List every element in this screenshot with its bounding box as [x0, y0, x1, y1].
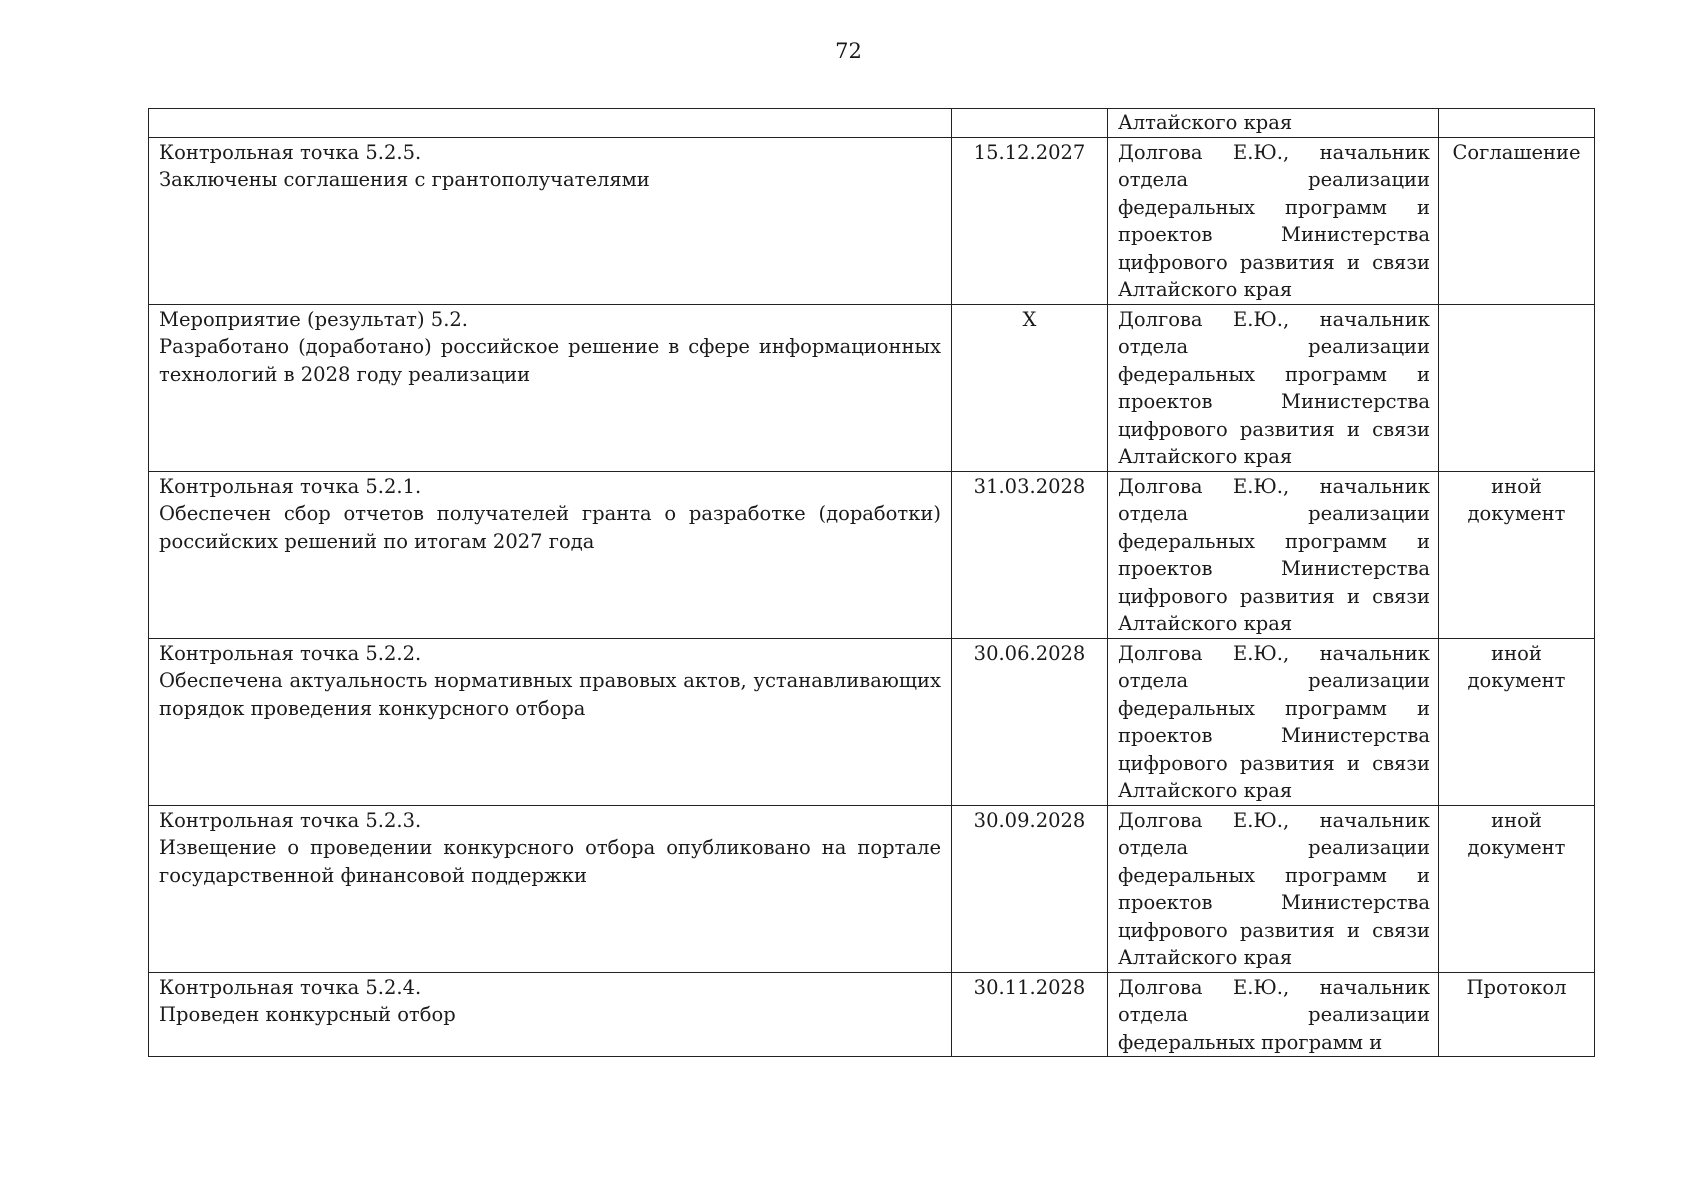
date-cell: 15.12.2027 [952, 137, 1108, 304]
table-row [149, 471, 1595, 638]
row-title: Контрольная точка 5.2.1. [159, 474, 422, 498]
row-description: Проведен конкурсный отбор [159, 1003, 456, 1026]
row-title: Мероприятие (результат) 5.2. [159, 307, 468, 331]
document-cell [1439, 109, 1595, 138]
responsible-cell: Долгова Е.Ю., начальник отдела реализации федеральных программ и проектов Министерства цифрового развития и связи Алтайского края [1108, 638, 1439, 805]
date-cell: X [952, 304, 1108, 471]
row-title: Контрольная точка 5.2.2. [159, 641, 422, 665]
table-row [149, 137, 1595, 304]
document-cell [1439, 304, 1595, 471]
table-row [149, 638, 1595, 805]
name-cell [149, 137, 952, 304]
name-cell [149, 972, 952, 1057]
responsible-cell: Долгова Е.Ю., начальник отдела реализации федеральных программ и проектов Министерства цифрового развития и связи Алтайского края [1108, 471, 1439, 638]
row-description: Разработано (доработано) российское решение в сфере информационных технологий в 2028 году реализации [159, 335, 941, 386]
responsible-cell: Долгова Е.Ю., начальник отдела реализации федеральных программ и проектов Министерства цифрового развития и связи Алтайского края [1108, 805, 1439, 972]
document-cell: Соглашение [1439, 137, 1595, 304]
control-points-table [148, 108, 1595, 1057]
document-cell: Протокол [1439, 972, 1595, 1057]
name-cell [149, 805, 952, 972]
responsible-cell: Долгова Е.Ю., начальник отдела реализации федеральных программ и проектов Министерства цифрового развития и связи Алтайского края [1108, 137, 1439, 304]
row-description: Обеспечен сбор отчетов получателей гранта о разработке (доработки) российских решений по итогам 2027 года [159, 502, 941, 553]
row-description: Заключены соглашения с грантополучателями [159, 168, 650, 191]
table-row [149, 304, 1595, 471]
responsible-cell: Долгова Е.Ю., начальник отдела реализации федеральных программ и [1108, 972, 1439, 1057]
row-description: Извещение о проведении конкурсного отбора опубликовано на портале государственной финансовой поддержки [159, 836, 941, 887]
name-cell [149, 638, 952, 805]
responsible-cell: Долгова Е.Ю., начальник отдела реализации федеральных программ и проектов Министерства цифрового развития и связи Алтайского края [1108, 304, 1439, 471]
document-cell: иной документ [1439, 805, 1595, 972]
date-cell: 30.11.2028 [952, 972, 1108, 1057]
name-cell [149, 471, 952, 638]
page-number: 72 [835, 39, 862, 63]
date-cell: 31.03.2028 [952, 471, 1108, 638]
row-title: Контрольная точка 5.2.5. [159, 140, 422, 164]
row-description: Обеспечена актуальность нормативных правовых актов, устанавливающих порядок проведения конкурсного отбора [159, 669, 941, 720]
document-cell: иной документ [1439, 471, 1595, 638]
table-row-continuation [149, 109, 1595, 138]
row-title: Контрольная точка 5.2.3. [159, 808, 422, 832]
table-row [149, 805, 1595, 972]
responsible-cell: Алтайского края [1108, 109, 1439, 138]
name-cell [149, 109, 952, 138]
date-cell: 30.09.2028 [952, 805, 1108, 972]
date-cell [952, 109, 1108, 138]
document-cell: иной документ [1439, 638, 1595, 805]
date-cell: 30.06.2028 [952, 638, 1108, 805]
table-row [149, 972, 1595, 1057]
row-title: Контрольная точка 5.2.4. [159, 975, 422, 999]
name-cell [149, 304, 952, 471]
